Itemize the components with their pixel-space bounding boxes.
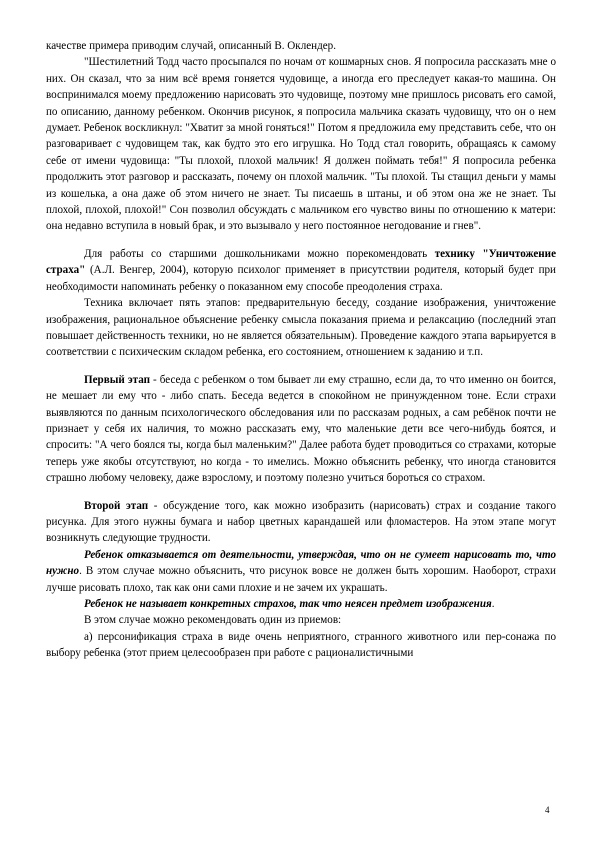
text-run: (А.Л. Венгер, 2004), которую психолог применяет в присутствии родителя, который будет при необходимости напоминать ребенку о показанном ему способе преодоления страха.	[46, 264, 556, 293]
paragraph-difficulty-refuses	[46, 547, 556, 596]
paragraph-difficulty-no-fears	[46, 596, 556, 612]
difficulty-heading-refuses: Ребенок отказывается от деятельности, утверждая, что он не сумеет нарисовать то, что нужно	[46, 548, 556, 578]
text-run: .	[491, 598, 495, 610]
difficulty-heading-no-fears: Ребенок не называет конкретных страхов, так что неясен предмет изображения	[84, 598, 492, 610]
paragraph-method-a: а) персонификация страха в виде очень неприятного, странного животного или пер-сонажа по выбору ребенка (этот прием целесообразен при работе с рационалистичными	[46, 630, 556, 660]
second-stage-heading: Второй этап	[84, 499, 149, 512]
text-run: . В этом случае можно объяснить, что рисунок вовсе не должен быть хорошим. Наоборот, страхи лучше рисовать плохо, так как они сами плохие и не зачем их украшать.	[46, 565, 556, 594]
paragraph-second-stage	[46, 498, 556, 547]
text-run: - обсуждение того, как можно изобразить (нарисовать) страх и создание такого рисунка. Для этого нужны бумага и набор цветных карандашей или фломастеров. На этом этапе могут возникнуть следующие трудности.	[46, 499, 556, 545]
paragraph-first-stage	[46, 372, 556, 487]
paragraph-quote-todd: "Шестилетний Тодд часто просыпался по ночам от кошмарных снов. Я попросила рассказать мне о них. Он сказал, что за ним всё время гоняется чудовище, а иногда его преследует какая-то машина. Он воспринимался моему предложению нарисовать это чудовище, поэтому мне пришлось рисовать его самой, по описанию, данному ребенком. Окончив рисунок, я попросила мальчика сказать чудовищу, что он о нем думает. Ребенок воскликнул: "Хватит за мной гоняться!" Потом я предложила ему представить себе, что он разговаривает с чудовищем так, как будто это его игрушка. Но Тодд стал говорить, обращаясь к самому себе от имени чудовища: "Ты плохой, плохой мальчик! Я должен поймать тебя!" Я попросила ребенка продолжить этот разговор и рассказать, почему он плохой мальчик. "Ты плохой. Ты стащил деньги у мамы из кошелька, а она даже об этом ничего не знает. Ты писаешь в штаны, и об этом она же не знает. Ты плохой, плохой, плохой!" Сон позволил обсуждать с мальчиком его чувство вины по отношению к матери: она недавно вступила в новый брак, и это вызывало у него постоянное негодование и гнев".	[46, 56, 556, 233]
text-run: - беседа с ребенком о том бывает ли ему страшно, если да, то что именно он боится, не мешает ли ему что - либо спать. Беседа ведется в спокойном не принужденном тоне. Если страхи выявляются по данным психологического обследования или по рассказам родных, а сам ребёнок почти не признает у себя их наличия, то можно рассказать ему, что маленькие дети все чего-нибудь боятся, и спросить: "А чего боялся ты, когда был маленьким?" Далее работа будет проводиться со страхами, которые теперь уже якобы отсутствуют, но когда - то имелись. Можно объяснить ребенку, что иногда становится страшно любому человеку, даже взрослому, и поэтому полезно учиться бороться со страхом.	[46, 373, 556, 485]
page-body	[46, 38, 556, 662]
paragraph-methods-intro: В этом случае можно рекомендовать один из приемов:	[84, 614, 342, 627]
page-number: 4	[545, 805, 550, 815]
text-run: Для работы со старшими дошкольниками можно порекомендовать	[84, 247, 435, 260]
paragraph-technique-stages: Техника включает пять этапов: предварительную беседу, создание изображения, уничтожение изображения, рациональное объяснение ребенку смысла показания приема и релаксацию (последний этап повышает действенность техники, но не является обязательным). Проведение каждого этапа варьируется в соответствии с психическим складом ребенка, его состоянием, отношением к заданию и т.п.	[46, 297, 556, 359]
first-stage-heading: Первый этап	[84, 373, 150, 386]
technique-name: технику "Уничтожение страха"	[46, 247, 556, 277]
paragraph-intro: качестве примера приводим случай, описанный В. Оклендер.	[46, 40, 336, 52]
paragraph-technique-intro	[46, 246, 556, 295]
